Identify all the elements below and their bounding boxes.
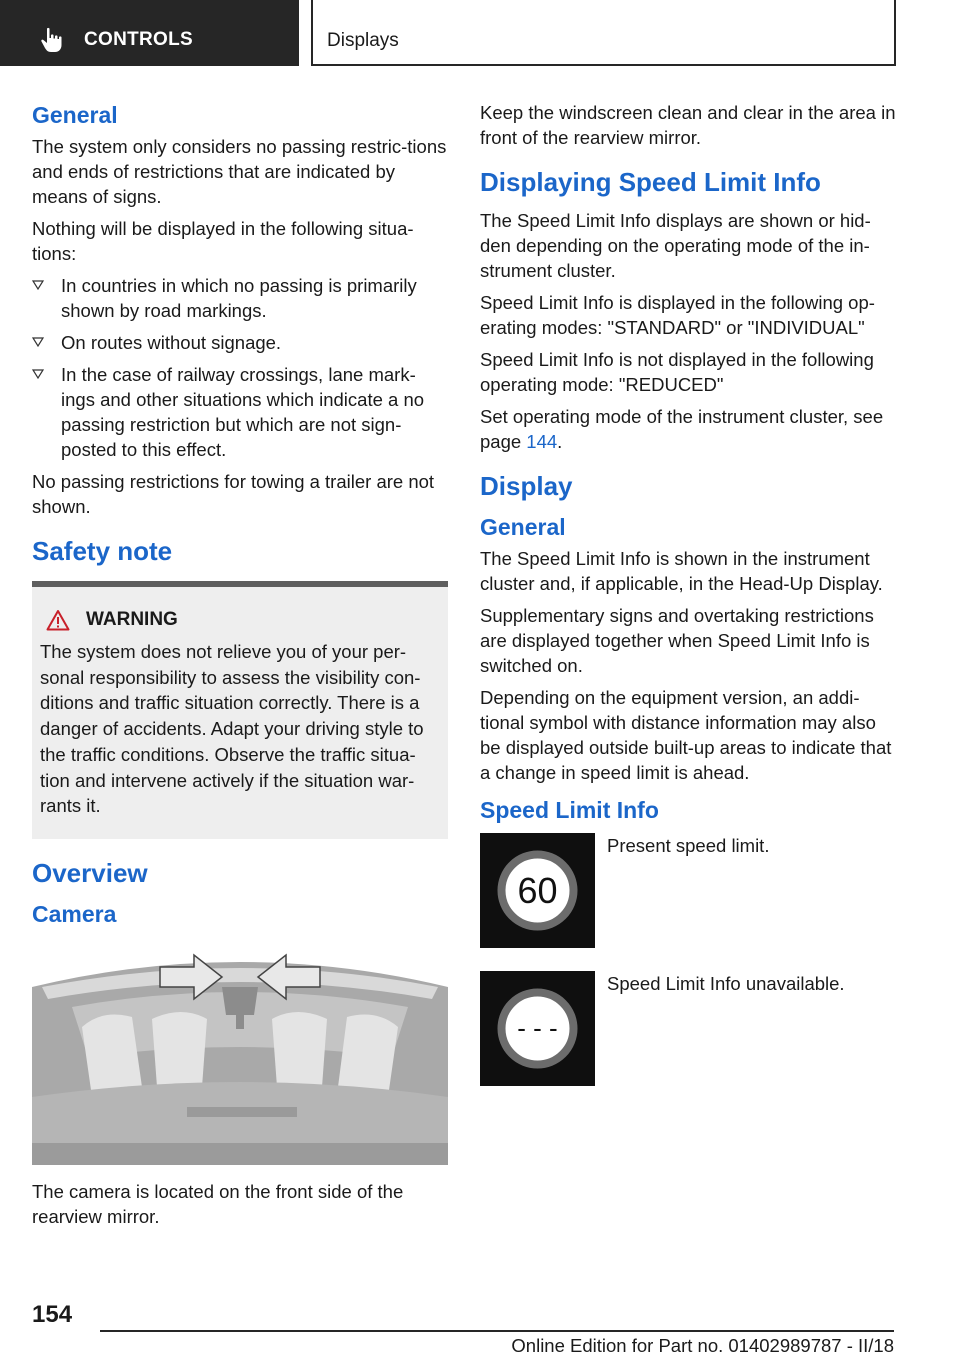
- triangle-bullet-icon: [32, 280, 44, 290]
- triangle-bullet-icon: [32, 369, 44, 379]
- paragraph: Supplementary signs and overtaking restrictions are displayed together when Speed Limit Info is switched on.: [480, 605, 874, 676]
- left-column: [32, 100, 448, 1236]
- paragraph: The Speed Limit Info displays are shown or hid-den depending on the operating mode of the in-strument cluster.: [480, 210, 871, 281]
- camera-location-illustration: [32, 947, 448, 1165]
- paragraph: Speed Limit Info is displayed in the following op-erating modes: "STANDARD" or "INDIVIDUAL": [480, 292, 875, 338]
- footer-divider: [100, 1330, 894, 1332]
- sli-heading: Speed Limit Info: [480, 797, 659, 823]
- display-heading: Display: [480, 471, 573, 501]
- sign-description: Present speed limit.: [607, 835, 770, 856]
- hand-pointer-icon: [38, 26, 66, 54]
- list-item: In countries in which no passing is primarily shown by road markings.: [32, 273, 448, 323]
- paragraph: Depending on the equipment version, an addi-tional symbol with distance information may also be displayed outside built-up areas to indicate that a change in speed limit is ahead.: [480, 687, 892, 783]
- bullet-list: [32, 273, 448, 462]
- camera-caption: The camera is located on the front side of the rearview mirror.: [32, 1180, 404, 1227]
- list-item: On routes without signage.: [32, 330, 448, 355]
- speed-limit-row: [480, 833, 900, 951]
- sign-value: 60: [517, 870, 558, 911]
- paragraph: Speed Limit Info is not displayed in the following operating mode: "REDUCED": [480, 349, 874, 395]
- page-number: 154: [32, 1301, 73, 1328]
- chapter-title: Displays: [327, 30, 399, 51]
- warning-triangle-icon: [46, 609, 70, 631]
- speed-limit-sign-image: [480, 971, 595, 1086]
- general-heading: General: [32, 102, 118, 128]
- page-link[interactable]: 144: [526, 431, 558, 452]
- overview-heading: Overview: [32, 857, 148, 888]
- speed-limit-unavailable-icon: [480, 971, 595, 1086]
- paragraph: Keep the windscreen clean and clear in the area in front of the rearview mirror.: [480, 102, 896, 148]
- warning-text: The system does not relieve you of your per-sonal responsibility to assess the visibility con-ditions and traffic situation correctly. There is a danger of accidents. Adapt your driving style to the traffic conditions. Observe the traffic situa-tion and intervene actively if the situation war-rants it.: [40, 641, 424, 817]
- safety-heading: Safety note: [32, 536, 173, 566]
- list-item: In the case of railway crossings, lane mark-ings and other situations which indicate a no passing restriction but which are not sign-posted to this effect.: [32, 362, 448, 462]
- warning-label: WARNING: [86, 609, 178, 630]
- sign-value: - - -: [517, 1013, 558, 1043]
- speed-limit-sign-image: [480, 833, 595, 948]
- triangle-bullet-icon: [32, 337, 44, 347]
- paragraph: The Speed Limit Info is shown in the instrument cluster and, if applicable, in the Head-Up Display.: [480, 548, 883, 594]
- camera-heading: Camera: [32, 900, 117, 927]
- section-tab[interactable]: [0, 0, 299, 66]
- right-column: [480, 100, 900, 1089]
- paragraph: Set operating mode of the instrument cluster, see page 144.: [480, 406, 884, 452]
- warning-header: [40, 609, 440, 631]
- warning-box: [32, 581, 448, 839]
- paragraph: The system only considers no passing restric-tions and ends of restrictions that are indicated by means of signs.: [32, 136, 447, 207]
- section-label: CONTROLS: [84, 29, 194, 50]
- paragraph: No passing restrictions for towing a trailer are not shown.: [32, 471, 435, 517]
- speed-limit-row: [480, 971, 900, 1089]
- paragraph: Nothing will be displayed in the following situa-tions:: [32, 218, 414, 264]
- displaying-sli-heading: Displaying Speed Limit Info: [480, 167, 821, 197]
- edition-text: Online Edition for Part no. 01402989787 - II/18: [511, 1335, 894, 1356]
- general-heading: General: [480, 514, 566, 540]
- chapter-header: [311, 0, 896, 66]
- sign-description: Speed Limit Info unavailable.: [607, 973, 845, 994]
- speed-limit-60-icon: [480, 833, 595, 948]
